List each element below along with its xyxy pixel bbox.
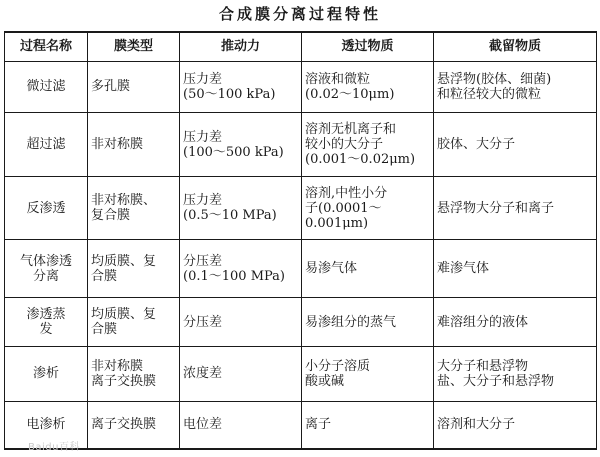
cell-text-line: 压力差 (183, 129, 223, 145)
cell-text-line: 悬浮物(胶体、细菌) (437, 71, 552, 87)
header-process-name: 过程名称 (5, 32, 88, 61)
cell-text-line: 合膜 (91, 268, 118, 284)
cell-driving-force (180, 346, 302, 401)
cell-process (5, 177, 88, 240)
header-membrane-type: 膜类型 (88, 32, 180, 61)
header-permeate: 透过物质 (302, 32, 434, 61)
cell-text-line: 分离 (32, 268, 59, 284)
cell-retained (434, 401, 597, 449)
table-row (5, 61, 597, 113)
cell-text-line: 均质膜、复 (91, 253, 157, 269)
cell-membrane-type (88, 177, 180, 240)
cell-text-line: 压力差 (183, 71, 223, 87)
cell-text-line: 发 (39, 322, 53, 338)
cell-text-line: 电位差 (183, 417, 223, 433)
cell-driving-force (180, 61, 302, 113)
cell-text-line: 悬浮物大分子和离子 (437, 200, 555, 216)
cell-text-line: 离子交换膜 (91, 373, 157, 389)
cell-text-line: 酸或碱 (305, 373, 345, 389)
cell-permeate (302, 61, 434, 113)
cell-text-line: (0.1～100 MPa) (183, 268, 285, 284)
cell-process (5, 61, 88, 113)
table-row (5, 346, 597, 401)
cell-text-line: 非对称膜 (91, 137, 144, 153)
cell-text-line: 溶剂,中性小分 (305, 185, 388, 201)
cell-retained (434, 113, 597, 177)
cell-text-line: 反渗透 (26, 200, 66, 216)
cell-text-line: 0.001μm) (305, 215, 369, 231)
cell-permeate (302, 177, 434, 240)
cell-text-line: 浓度差 (183, 366, 223, 382)
header-driving-force: 推动力 (180, 32, 302, 61)
cell-text-line: 难溶组分的液体 (437, 314, 529, 330)
cell-text-line: 小分子溶质 (305, 358, 371, 374)
cell-text-line: 子(0.0001～ (305, 200, 382, 216)
cell-text-line: 离子交换膜 (91, 417, 157, 433)
cell-text-line: 和粒径较大的微粒 (437, 86, 542, 102)
cell-permeate (302, 298, 434, 347)
cell-text-line: 分压差 (183, 314, 223, 330)
membrane-process-table (4, 31, 597, 450)
cell-text-line: 非对称膜 (91, 358, 144, 374)
cell-text-line: 多孔膜 (91, 79, 131, 95)
cell-text-line: 易渗气体 (305, 261, 358, 277)
cell-text-line: 压力差 (183, 193, 223, 209)
cell-text-line: 合膜 (91, 322, 118, 338)
cell-permeate (302, 113, 434, 177)
cell-text-line: 较小的大分子 (305, 137, 384, 153)
cell-text-line: (0.02～10μm) (305, 86, 395, 102)
cell-driving-force (180, 401, 302, 449)
cell-membrane-type (88, 61, 180, 113)
watermark: Baidu百科 (28, 442, 80, 453)
cell-driving-force (180, 240, 302, 298)
cell-retained (434, 346, 597, 401)
table-row (5, 298, 597, 347)
cell-process (5, 113, 88, 177)
header-retained: 截留物质 (434, 32, 597, 61)
cell-text-line: 超过滤 (26, 137, 66, 153)
table-row (5, 240, 597, 298)
cell-membrane-type (88, 346, 180, 401)
cell-process (5, 346, 88, 401)
cell-text-line: 大分子和悬浮物 (437, 358, 529, 374)
cell-text-line: 盐、大分子和悬浮物 (437, 373, 555, 389)
table-header-row (5, 32, 597, 61)
cell-text-line: 分压差 (183, 253, 223, 269)
cell-retained (434, 61, 597, 113)
cell-text-line: 溶剂无机离子和 (305, 122, 397, 138)
cell-text-line: 溶液和微粒 (305, 71, 371, 87)
cell-retained (434, 240, 597, 298)
cell-text-line: 气体渗透 (19, 253, 72, 269)
cell-process (5, 298, 88, 347)
cell-driving-force (180, 177, 302, 240)
cell-text-line: 易渗组分的蒸气 (305, 314, 397, 330)
cell-permeate (302, 346, 434, 401)
table-row (5, 113, 597, 177)
cell-retained (434, 298, 597, 347)
cell-text-line: (100～500 kPa) (183, 144, 284, 160)
cell-text-line: 渗析 (32, 366, 59, 382)
cell-text-line: 非对称膜、 (91, 193, 157, 209)
cell-text-line: 电渗析 (26, 417, 66, 433)
cell-text-line: (0.001～0.02μm) (305, 152, 416, 168)
cell-process (5, 240, 88, 298)
cell-permeate (302, 240, 434, 298)
cell-text-line: 难渗气体 (437, 261, 490, 277)
cell-membrane-type (88, 298, 180, 347)
cell-membrane-type (88, 401, 180, 449)
cell-text-line: 胶体、大分子 (437, 137, 516, 153)
table-row (5, 401, 597, 449)
cell-driving-force (180, 113, 302, 177)
cell-membrane-type (88, 240, 180, 298)
cell-retained (434, 177, 597, 240)
cell-text-line: 离子 (305, 417, 332, 433)
cell-text-line: 均质膜、复 (91, 307, 157, 323)
page-title: 合成膜分离过程特性 (218, 5, 381, 23)
cell-permeate (302, 401, 434, 449)
cell-text-line: 溶剂和大分子 (437, 417, 516, 433)
cell-text-line: 复合膜 (91, 208, 131, 224)
cell-text-line: 渗透蒸 (26, 307, 66, 323)
cell-text-line: (50～100 kPa) (183, 86, 276, 102)
cell-membrane-type (88, 113, 180, 177)
cell-text-line: (0.5～10 MPa) (183, 208, 277, 224)
cell-text-line: 微过滤 (26, 79, 66, 95)
cell-driving-force (180, 298, 302, 347)
table-row (5, 177, 597, 240)
